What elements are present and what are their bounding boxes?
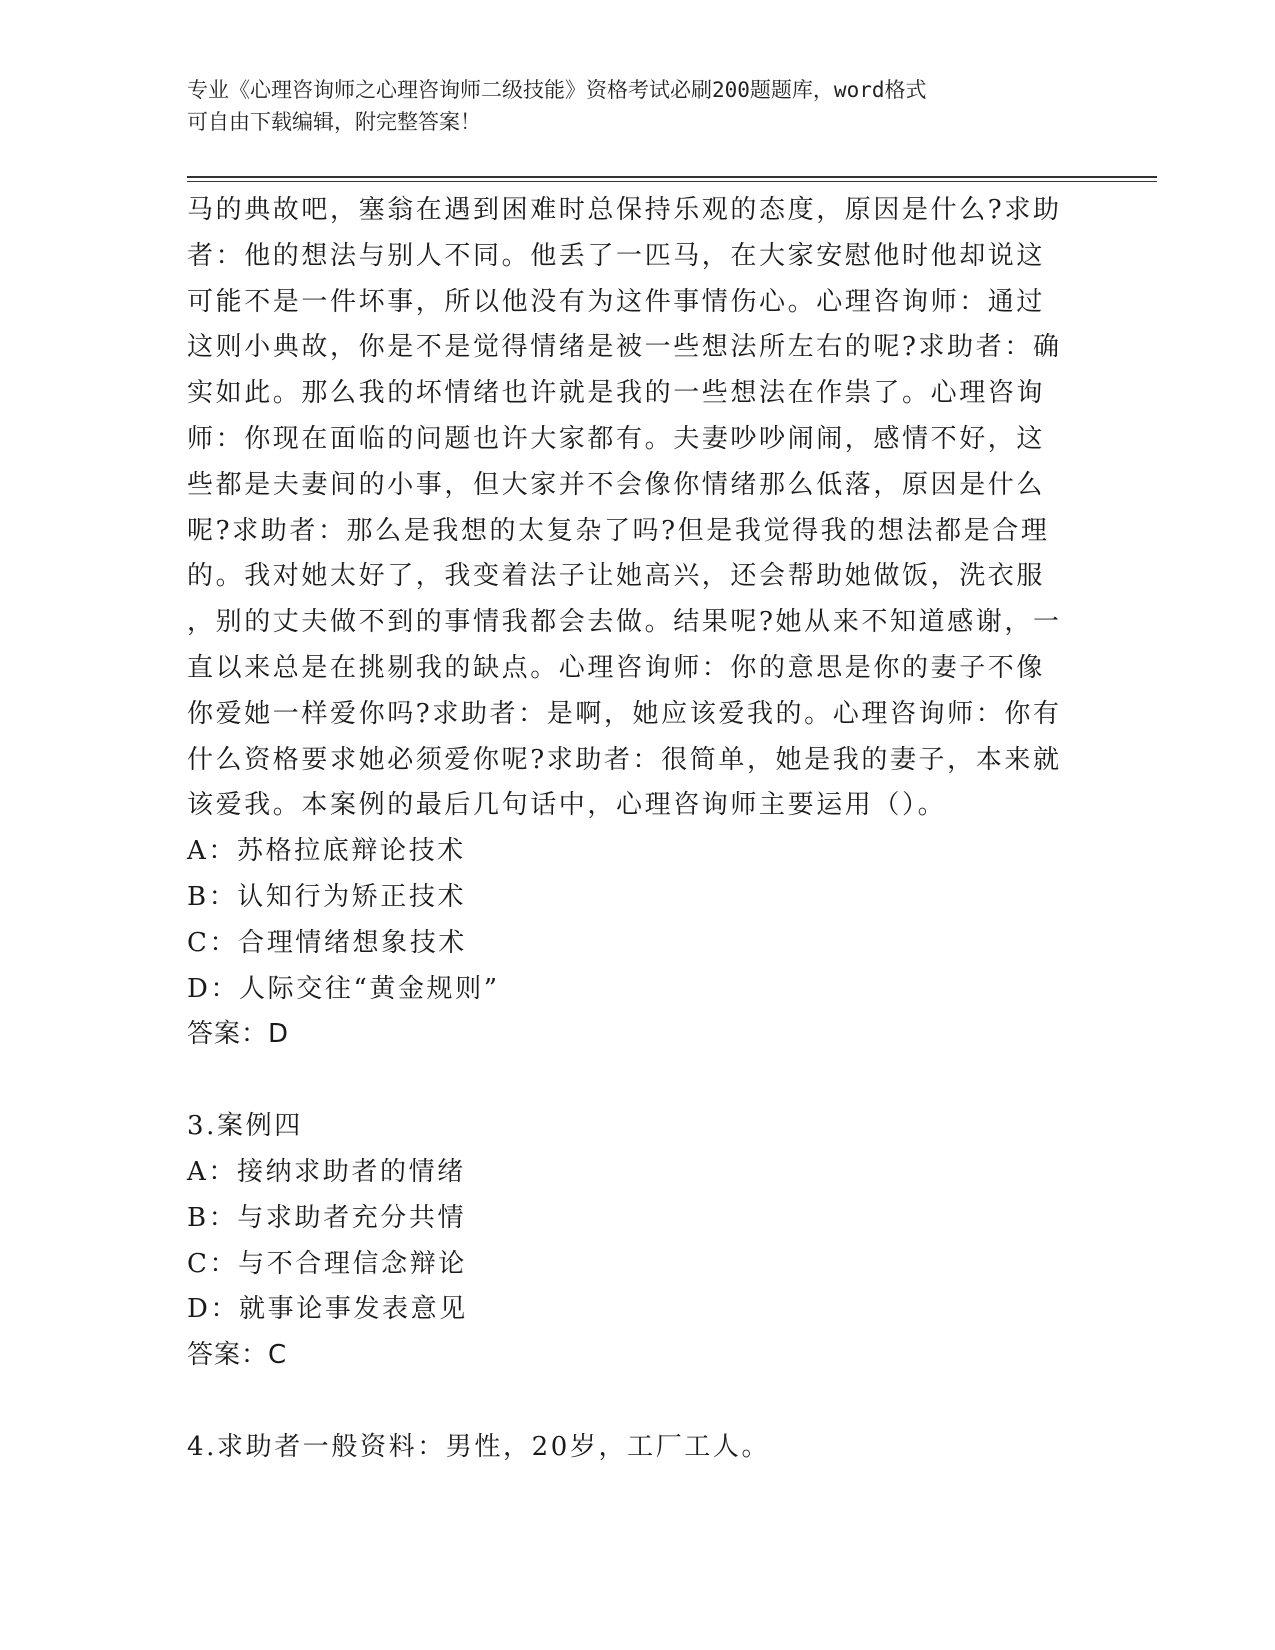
option-a: A：接纳求助者的情绪 (187, 1156, 466, 1187)
question-text-line: 这则小典故，你是不是觉得情绪是被一些想法所左右的呢?求助者：确 (187, 332, 1062, 363)
question-title: 3.案例四 (187, 1111, 303, 1142)
option-c: C：合理情绪想象技术 (187, 927, 467, 958)
header-rule-thin (187, 181, 1157, 182)
question-text-line: 可能不是一件坏事，所以他没有为这件事情伤心。心理咨询师：通过 (187, 286, 1046, 317)
question-4 (187, 1425, 1077, 1471)
option-c: C：与不合理信念辩论 (187, 1248, 467, 1279)
question-text-line: ，别的丈夫做不到的事情我都会去做。结果呢?她从来不知道感谢，一 (187, 607, 1062, 638)
question-text-line: 师：你现在面临的问题也许大家都有。夫妻吵吵闹闹，感情不好，这 (187, 423, 1046, 454)
option-b: B：认知行为矫正技术 (187, 881, 467, 912)
page-header (187, 74, 1067, 138)
option-d: D：就事论事发表意见 (187, 1294, 468, 1325)
option-d: D：人际交往“黄金规则” (187, 973, 500, 1004)
question-text-line: 该爱我。本案例的最后几句话中，心理咨询师主要运用（）。 (187, 790, 947, 821)
spacer (187, 1379, 1077, 1425)
question-text-line: 的。我对她太好了，我变着法子让她高兴，还会帮助她做饭，洗衣服 (187, 561, 1046, 592)
option-b: B：与求助者充分共情 (187, 1202, 467, 1233)
answer-label: 答案：C (187, 1340, 288, 1371)
question-text-line: 直以来总是在挑剔我的缺点。心理咨询师：你的意思是你的妻子不像 (187, 652, 1046, 683)
header-line-1: 专业《心理咨询师之心理咨询师二级技能》资格考试必刷200题题库，word格式 (187, 78, 927, 102)
spacer (187, 1058, 1077, 1104)
question-text-line: 什么资格要求她必须爱你呢?求助者：很简单，她是我的妻子，本来就 (187, 744, 1062, 775)
question-text-line: 些都是夫妻间的小事，但大家并不会像你情绪那么低落，原因是什么 (187, 469, 1046, 500)
answer-label: 答案：D (187, 1019, 290, 1050)
question-text-line: 呢?求助者：那么是我想的太复杂了吗?但是我觉得我的想法都是合理 (187, 515, 1050, 546)
header-rule-thick (187, 176, 1157, 178)
question-title: 4.求助者一般资料：男性，20岁，工厂工人。 (187, 1431, 771, 1462)
question-2 (187, 188, 1077, 1058)
question-text-line: 实如此。那么我的坏情绪也许就是我的一些想法在作祟了。心理咨询 (187, 378, 1046, 409)
question-text-line: 者：他的想法与别人不同。他丢了一匹马，在大家安慰他时他却说这 (187, 240, 1046, 271)
option-a: A：苏格拉底辩论技术 (187, 836, 466, 867)
question-text-line: 你爱她一样爱你吗?求助者：是啊，她应该爱我的。心理咨询师：你有 (187, 698, 1062, 729)
question-text-line: 马的典故吧，塞翁在遇到困难时总保持乐观的态度，原因是什么?求助 (187, 195, 1062, 225)
header-line-2: 可自由下载编辑，附完整答案！ (187, 110, 481, 134)
document-body (187, 188, 1077, 1471)
question-3 (187, 1104, 1077, 1379)
